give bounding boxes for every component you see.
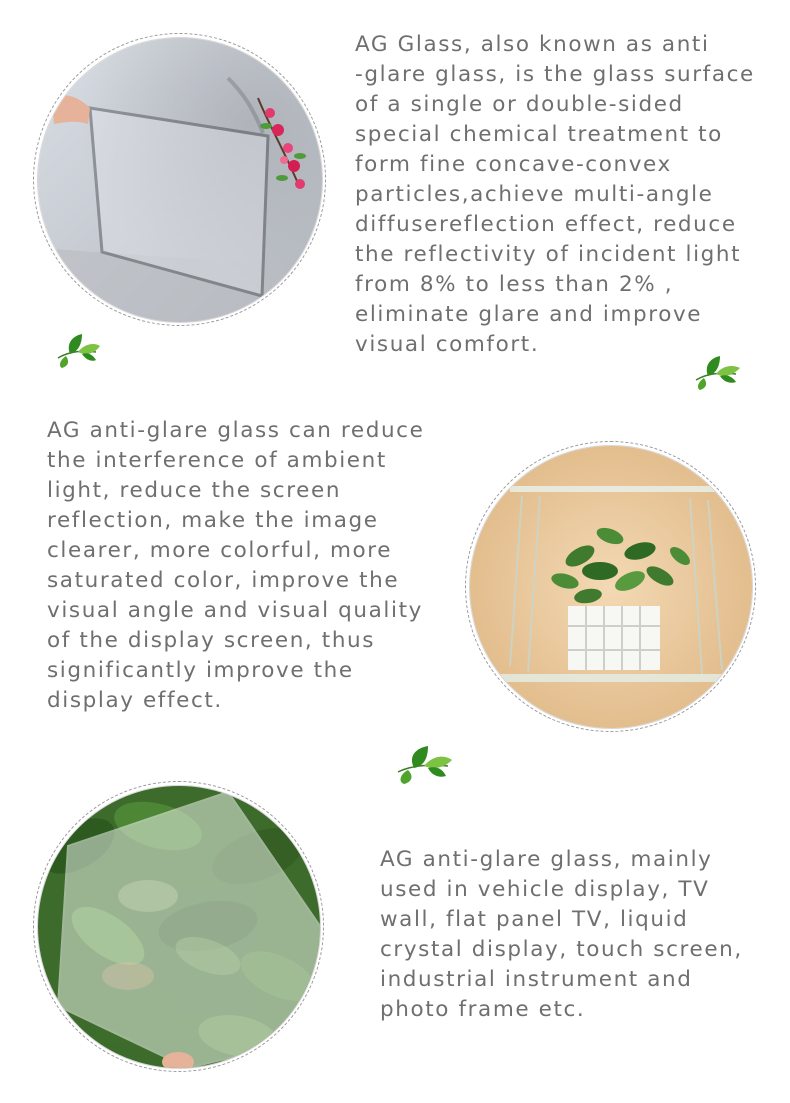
text-line: the interference of ambient xyxy=(47,448,387,473)
text-line: -glare glass, is the glass surface xyxy=(355,62,755,87)
text-line: industrial instrument and xyxy=(380,967,693,992)
text-line: crystal display, touch screen, xyxy=(380,937,743,962)
benefits-paragraph xyxy=(47,416,424,716)
text-line: wall, flat panel TV, liquid xyxy=(380,907,689,932)
leaf-icon xyxy=(690,352,742,392)
text-line: of a single or double-sided xyxy=(355,92,684,117)
glass-over-leaves-photo xyxy=(38,786,320,1068)
text-line: special chemical treatment to xyxy=(355,122,723,147)
text-line: AG Glass, also known as anti xyxy=(355,32,710,57)
text-line: light, reduce the screen xyxy=(47,478,342,503)
text-line: photo frame etc. xyxy=(380,997,586,1022)
text-line: clearer, more colorful, more xyxy=(47,538,393,563)
text-line: diffusereflection effect, reduce xyxy=(355,212,737,237)
leaf-icon xyxy=(52,330,102,370)
text-line: saturated color, improve the xyxy=(47,568,400,593)
text-line: particles,achieve multi-angle xyxy=(355,182,714,207)
text-line: eliminate glare and improve xyxy=(355,302,703,327)
white-picket-pot xyxy=(568,606,660,670)
text-line: significantly improve the xyxy=(47,658,354,683)
text-line: reflection, make the image xyxy=(47,508,379,533)
applications-paragraph xyxy=(380,845,743,1025)
text-line: visual angle and visual quality xyxy=(47,598,423,623)
text-line: the reflectivity of incident light xyxy=(355,242,742,267)
intro-paragraph xyxy=(355,30,755,360)
glass-pane-photo xyxy=(38,38,322,322)
text-line: display effect. xyxy=(47,688,223,713)
text-line: AG anti-glare glass can reduce xyxy=(47,418,425,443)
text-line: used in vehicle display, TV xyxy=(380,877,710,902)
potted-plant-photo xyxy=(470,446,752,728)
leaves-illustration xyxy=(38,786,320,1068)
text-line: AG anti-glare glass, mainly xyxy=(380,847,713,872)
text-line: from 8% to less than 2% , xyxy=(355,272,674,297)
text-line: of the display screen, thus xyxy=(47,628,376,653)
text-line: form fine concave-convex xyxy=(355,152,672,177)
text-line: visual comfort. xyxy=(355,332,540,357)
leaf-icon xyxy=(392,742,454,786)
potted-plant-illustration xyxy=(470,446,752,728)
glass-pane-illustration xyxy=(38,38,322,322)
